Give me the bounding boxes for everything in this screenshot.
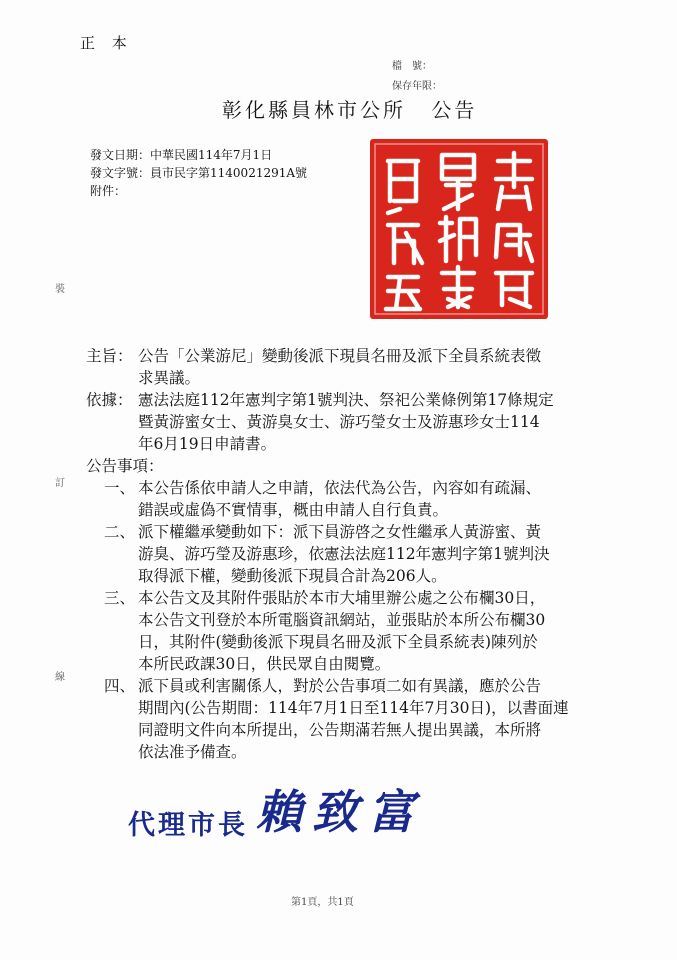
retention-label: 保存年限： xyxy=(392,81,442,92)
notice-heading: 公告事項： xyxy=(86,457,164,475)
attachments-label: 附件： xyxy=(90,184,127,198)
notice-item-2-line-2: 游臭、游巧瑩及游惠珍，依憲法法庭112年憲判字第1號判決 xyxy=(138,545,550,563)
issue-date xyxy=(90,146,272,163)
notice-item-2-line-1: 派下權繼承變動如下：派下員游啓之女性繼承人黃游蜜、黃 xyxy=(138,523,542,541)
issuing-office: 彰化縣員林市公所 xyxy=(222,98,406,122)
attachments xyxy=(90,182,126,199)
subject-line-1: 公告「公業游尼」變動後派下現員名冊及派下全員系統表徵 xyxy=(138,347,542,365)
issue-date-label: 發文日期： xyxy=(90,148,151,162)
notice-item-4-number: 四、 xyxy=(104,677,136,695)
signature-name: 賴致富 xyxy=(256,785,424,839)
copy-type-label: 正 本 xyxy=(80,34,133,52)
reference-number-value: 員市民字第1140021291A號 xyxy=(150,166,308,180)
file-number-label: 檔 號： xyxy=(392,61,432,72)
issue-date-value: 中華民國114年7月1日 xyxy=(150,148,273,162)
notice-item-4-line-3: 同證明文件向本所提出，公告期滿若無人提出異議，本所將 xyxy=(138,721,542,739)
notice-item-4-line-2: 期間內(公告期間：114年7月1日至114年7月30日)，以書面連 xyxy=(138,699,569,717)
notice-item-3-line-1: 本公告文及其附件張貼於本市大埔里辦公處之公布欄30日， xyxy=(138,589,546,607)
subject-label: 主旨： xyxy=(86,347,133,365)
reference-number xyxy=(90,164,307,181)
notice-item-4-line-4: 依法准予備查。 xyxy=(138,743,247,761)
notice-item-4-line-1: 派下員或利害關係人，對於公告事項二如有異議，應於公告 xyxy=(138,677,542,695)
signature-stamp xyxy=(128,776,424,842)
page-number: 第1頁，共1頁 xyxy=(291,897,354,908)
basis-line-2: 暨黃游蜜女士、黃游臭女士、游巧瑩女士及游惠珍女士114 xyxy=(138,413,540,431)
notice-item-1-number: 一、 xyxy=(104,479,136,497)
notice-item-1-line-2: 錯誤或虛偽不實情事，概由申請人自行負責。 xyxy=(138,501,449,519)
notice-item-3-line-3: 日，其附件(變動後派下現員名冊及派下全員系統表)陳列於 xyxy=(138,633,538,651)
binding-mark-3: 線 xyxy=(55,672,65,683)
reference-number-label: 發文字號： xyxy=(90,166,151,180)
document-type: 公告 xyxy=(431,98,478,122)
binding-mark-2: 訂 xyxy=(55,478,65,489)
notice-item-1-line-1: 本公告係依申請人之申請，依法代為公告，內容如有疏漏、 xyxy=(138,479,542,497)
notice-item-3-line-2: 本公告文刊登於本所電腦資訊網站，並張貼於本所公布欄30 xyxy=(138,611,546,629)
basis-line-3: 年6月19日申請書。 xyxy=(138,435,277,453)
signature-title: 代理市長 xyxy=(128,810,248,841)
seal-glyphs xyxy=(370,139,548,319)
basis-label: 依據： xyxy=(86,391,133,409)
subject-line-2: 求異議。 xyxy=(138,369,201,387)
basis-line-1: 憲法法庭112年憲判字第1號判決、祭祀公業條例第17條規定 xyxy=(138,391,554,409)
document-title xyxy=(222,94,477,123)
official-seal xyxy=(370,139,548,319)
notice-item-3-number: 三、 xyxy=(104,589,136,607)
notice-item-2-number: 二、 xyxy=(104,523,136,541)
binding-mark-1: 裝 xyxy=(55,284,65,295)
notice-item-2-line-3: 取得派下權，變動後派下現員合計為206人。 xyxy=(138,567,447,585)
notice-item-3-line-4: 本所民政課30日，供民眾自由閱覽。 xyxy=(138,655,391,673)
